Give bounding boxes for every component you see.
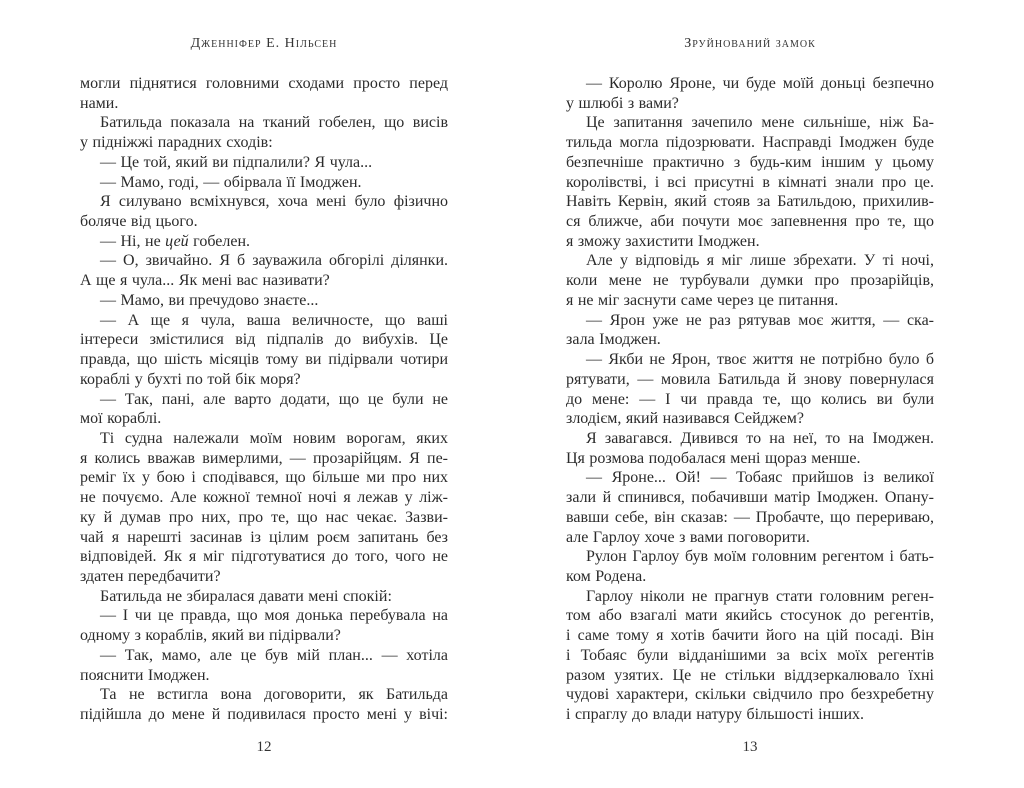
text-line: — Мамо, ви пречудово знаєте...: [100, 291, 319, 309]
text-line: разом узятих. Це не стільки віддзеркалювало їхні: [566, 666, 934, 684]
text-segment: гобелен.: [188, 232, 251, 250]
text-line: інтереси змістилися від підпалів до вибухів. Це: [80, 331, 448, 349]
text-line: безпечніше практично з будь-ким іншим у цьому: [566, 153, 934, 171]
text-line: коли мене не турбували думки про прозарійців,: [566, 272, 934, 290]
text-line: мої кораблі.: [80, 410, 162, 428]
text-line: і спраглу до влади натуру більшості інших.: [566, 706, 865, 723]
text-line: — Якби не Ярон, твоє життя не потрібно було б: [586, 351, 934, 369]
text-line: Я силувано всміхнувся, хоча мені було фізично: [100, 193, 448, 211]
text-line: ся ближче, аби почути моє запевнення про те, що: [566, 213, 934, 231]
text-line: реміг їх у бою і сподівався, що більше ми про них: [80, 469, 448, 487]
text-line: зали й спинився, побачивши матір Імоджен. Опану-: [566, 489, 934, 507]
text-line: підійшла до мене й подивилася просто мені у вічі:: [80, 706, 448, 723]
text-line: але Гарлоу хоче з вами поговорити.: [566, 528, 810, 546]
text-line: і Тобаяс були відданішими за всіх моїх регентів: [566, 646, 934, 664]
text-line: відповідей. Як я міг підготуватися до того, чого не: [80, 548, 448, 566]
text-line: вавши себе, він сказав: — Пробачте, що перериваю,: [566, 508, 934, 526]
text-line: Ті судна належали моїм новим ворогам, яких: [100, 429, 448, 447]
text-line: ком Родена.: [566, 567, 647, 585]
text-line: я не міг заснути саме через це питання.: [566, 291, 839, 309]
text-line: рятувати, — мовила Батильда й знову повернулася: [566, 370, 934, 388]
text-line: том або взагалі мати якийсь стосунок до регентів,: [566, 607, 934, 625]
text-line: Та не встигла вона договорити, як Батильда: [100, 686, 448, 704]
text-line: нами.: [80, 94, 119, 112]
text-line: злодієм, який називався Сейджем?: [566, 410, 804, 428]
text-line: ку й думав про них, про те, що нас чекає. Зазви-: [80, 508, 448, 526]
text-line: — Мамо, годі, — обірвала її Імоджен.: [100, 173, 362, 191]
page-number: 12: [256, 739, 272, 755]
text-line: здатен передбачити?: [80, 567, 221, 585]
page-body: [566, 74, 934, 725]
text-segment: — Ні, не: [100, 232, 166, 250]
text-line: одному з кораблів, який ви підірвали?: [80, 627, 341, 645]
running-head-title: Зруйнований замок: [684, 36, 816, 51]
text-line: — Так, пані, але варто додати, що це були не: [100, 390, 448, 408]
text-line: я колись вважав вимерлими, — прозарійцям. Я пе-: [80, 449, 448, 467]
text-line: Батильда показала на тканий гобелен, що висів: [100, 114, 448, 132]
emphasis-text: цей: [165, 232, 189, 250]
text-line: — Так, мамо, але це був мій план... — хотіла: [100, 646, 448, 664]
text-line: у підніжжі парадних сходів:: [80, 134, 273, 152]
page-number: 13: [742, 739, 758, 755]
text-line: Навіть Кервін, який стояв за Батильдою, прихилив-: [566, 193, 934, 211]
text-line: тильда могла підозрювати. Насправді Імоджен буде: [566, 134, 934, 152]
text-line: чудові характери, скільки свідчило про безхребетну: [566, 686, 934, 704]
text-line: — І чи це правда, що моя донька перебувала на: [100, 607, 448, 625]
text-line: Гарлоу ніколи не прагнув стати головним реген-: [586, 587, 934, 605]
text-line: Це запитання зачепило мене сильніше, ніж Ба-: [586, 114, 934, 132]
text-line: правда, що шість місяців тому ви підірвали чотири: [80, 351, 448, 369]
text-line: Але у відповідь я міг лише збрехати. У ті ночі,: [586, 252, 934, 270]
text-line: зала Імоджен.: [566, 331, 661, 349]
text-line: — Яроне... Ой! — Тобаяс прийшов із великої: [586, 469, 934, 487]
text-line: Я завагався. Дивився то на неї, то на Імоджен.: [586, 429, 934, 447]
text-line: кораблі у бухті по той бік моря?: [80, 370, 301, 388]
text-line: могли піднятися головними сходами просто перед: [80, 75, 448, 92]
text-line: Батильда не збиралася давати мені спокій:: [100, 587, 392, 605]
text-line: — О, звичайно. Я б зауважила обгорілі ділянки.: [100, 252, 448, 270]
text-line: Ця розмова подобалася мені щораз менше.: [566, 449, 861, 467]
text-line: пояснити Імоджен.: [80, 666, 210, 684]
text-line: — Це той, який ви підпалили? Я чула...: [100, 153, 373, 171]
text-line: не почуємо. Але кожної темної ночі я лежав у ліж-: [80, 489, 448, 507]
text-line: — Королю Яроне, чи буде моїй доньці безпечно: [586, 75, 934, 92]
text-line: чай я нарешті засинав із цілим роєм запитань без: [80, 528, 448, 546]
text-line: Рулон Гарлоу був моїм головним регентом і бать-: [586, 548, 934, 566]
page-body: [80, 74, 448, 725]
running-head-author: Дженніфер Е. Нільсен: [190, 36, 338, 51]
text-line: [80, 232, 448, 252]
text-line: королівстві, і всі присутні в кімнаті знали про це.: [566, 173, 934, 191]
text-line: і саме тому я хотів бачити його на цій посаді. Він: [566, 627, 934, 645]
text-line: я зможу захистити Імоджен.: [566, 232, 760, 250]
text-line: до мене: — І чи правда те, що колись ви були: [566, 390, 934, 408]
text-line: — Ярон уже не раз рятував моє життя, — ска-: [586, 311, 934, 329]
text-line: боляче від цього.: [80, 213, 198, 231]
text-line: А ще я чула... Як мені вас називати?: [80, 272, 330, 290]
text-line: — А ще я чула, ваша величносте, що ваші: [100, 311, 448, 329]
right-page: [512, 0, 1024, 788]
text-line: у шлюбі з вами?: [566, 94, 679, 112]
